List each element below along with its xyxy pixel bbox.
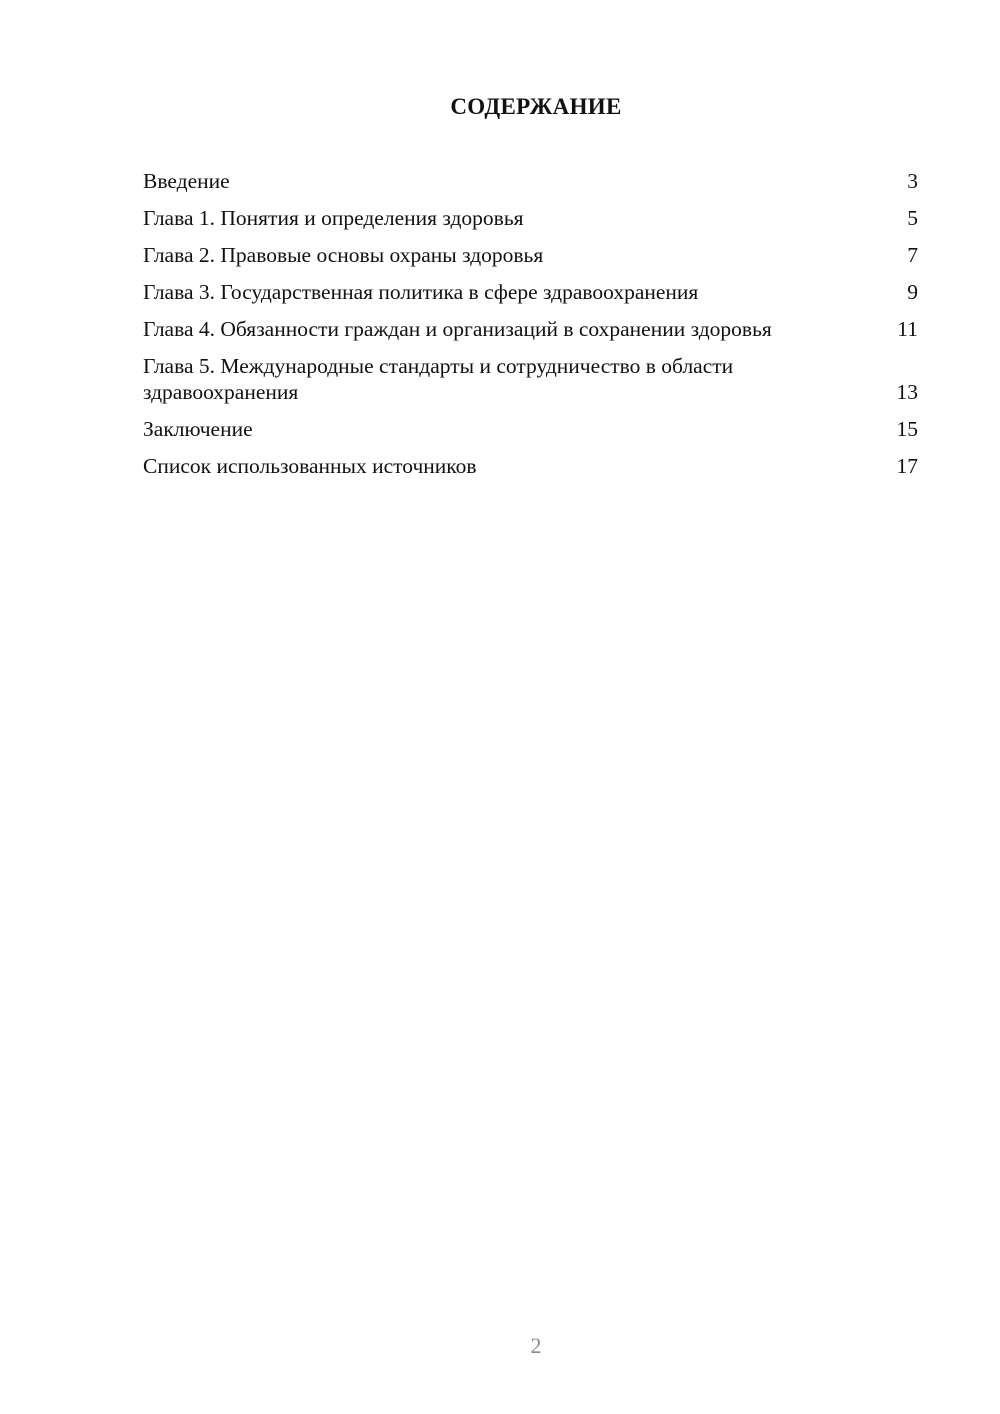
toc-item-chapter-1: [143, 205, 918, 231]
toc-item-conclusion: [143, 416, 918, 442]
toc-item-label: Глава 5. Международные стандарты и сотрудничество в области здравоохранения: [143, 354, 734, 404]
toc-title: СОДЕРЖАНИЕ: [450, 94, 622, 119]
toc-item-chapter-5: [143, 353, 918, 405]
toc-item-label: Список использованных источников: [143, 454, 477, 478]
toc-item-page: 11: [897, 317, 918, 341]
toc-item-page: 5: [907, 206, 918, 230]
toc-item-page: 7: [907, 243, 918, 267]
toc-item-page: 15: [896, 417, 918, 441]
toc-item-label: Глава 3. Государственная политика в сфере здравоохранения: [143, 280, 699, 304]
toc-item-label: Глава 1. Понятия и определения здоровья: [143, 206, 524, 230]
toc-item-introduction: [143, 168, 918, 194]
page-number: 2: [530, 1333, 542, 1358]
toc-item-chapter-2: [143, 242, 918, 268]
toc-item-chapter-3: [143, 279, 918, 305]
toc-item-page: 17: [896, 454, 918, 478]
toc-item-page: 3: [907, 169, 918, 193]
toc-item-label: Введение: [143, 169, 230, 193]
toc-item-page: 13: [896, 380, 918, 404]
toc-item-label: Глава 2. Правовые основы охраны здоровья: [143, 243, 544, 267]
toc-item-chapter-4: [143, 316, 918, 342]
toc-item-references: [143, 453, 918, 479]
toc-item-label: Заключение: [143, 417, 253, 441]
toc-item-page: 9: [907, 280, 918, 304]
toc-item-label: Глава 4. Обязанности граждан и организаций в сохранении здоровья: [143, 317, 772, 341]
table-of-contents: [143, 168, 918, 490]
